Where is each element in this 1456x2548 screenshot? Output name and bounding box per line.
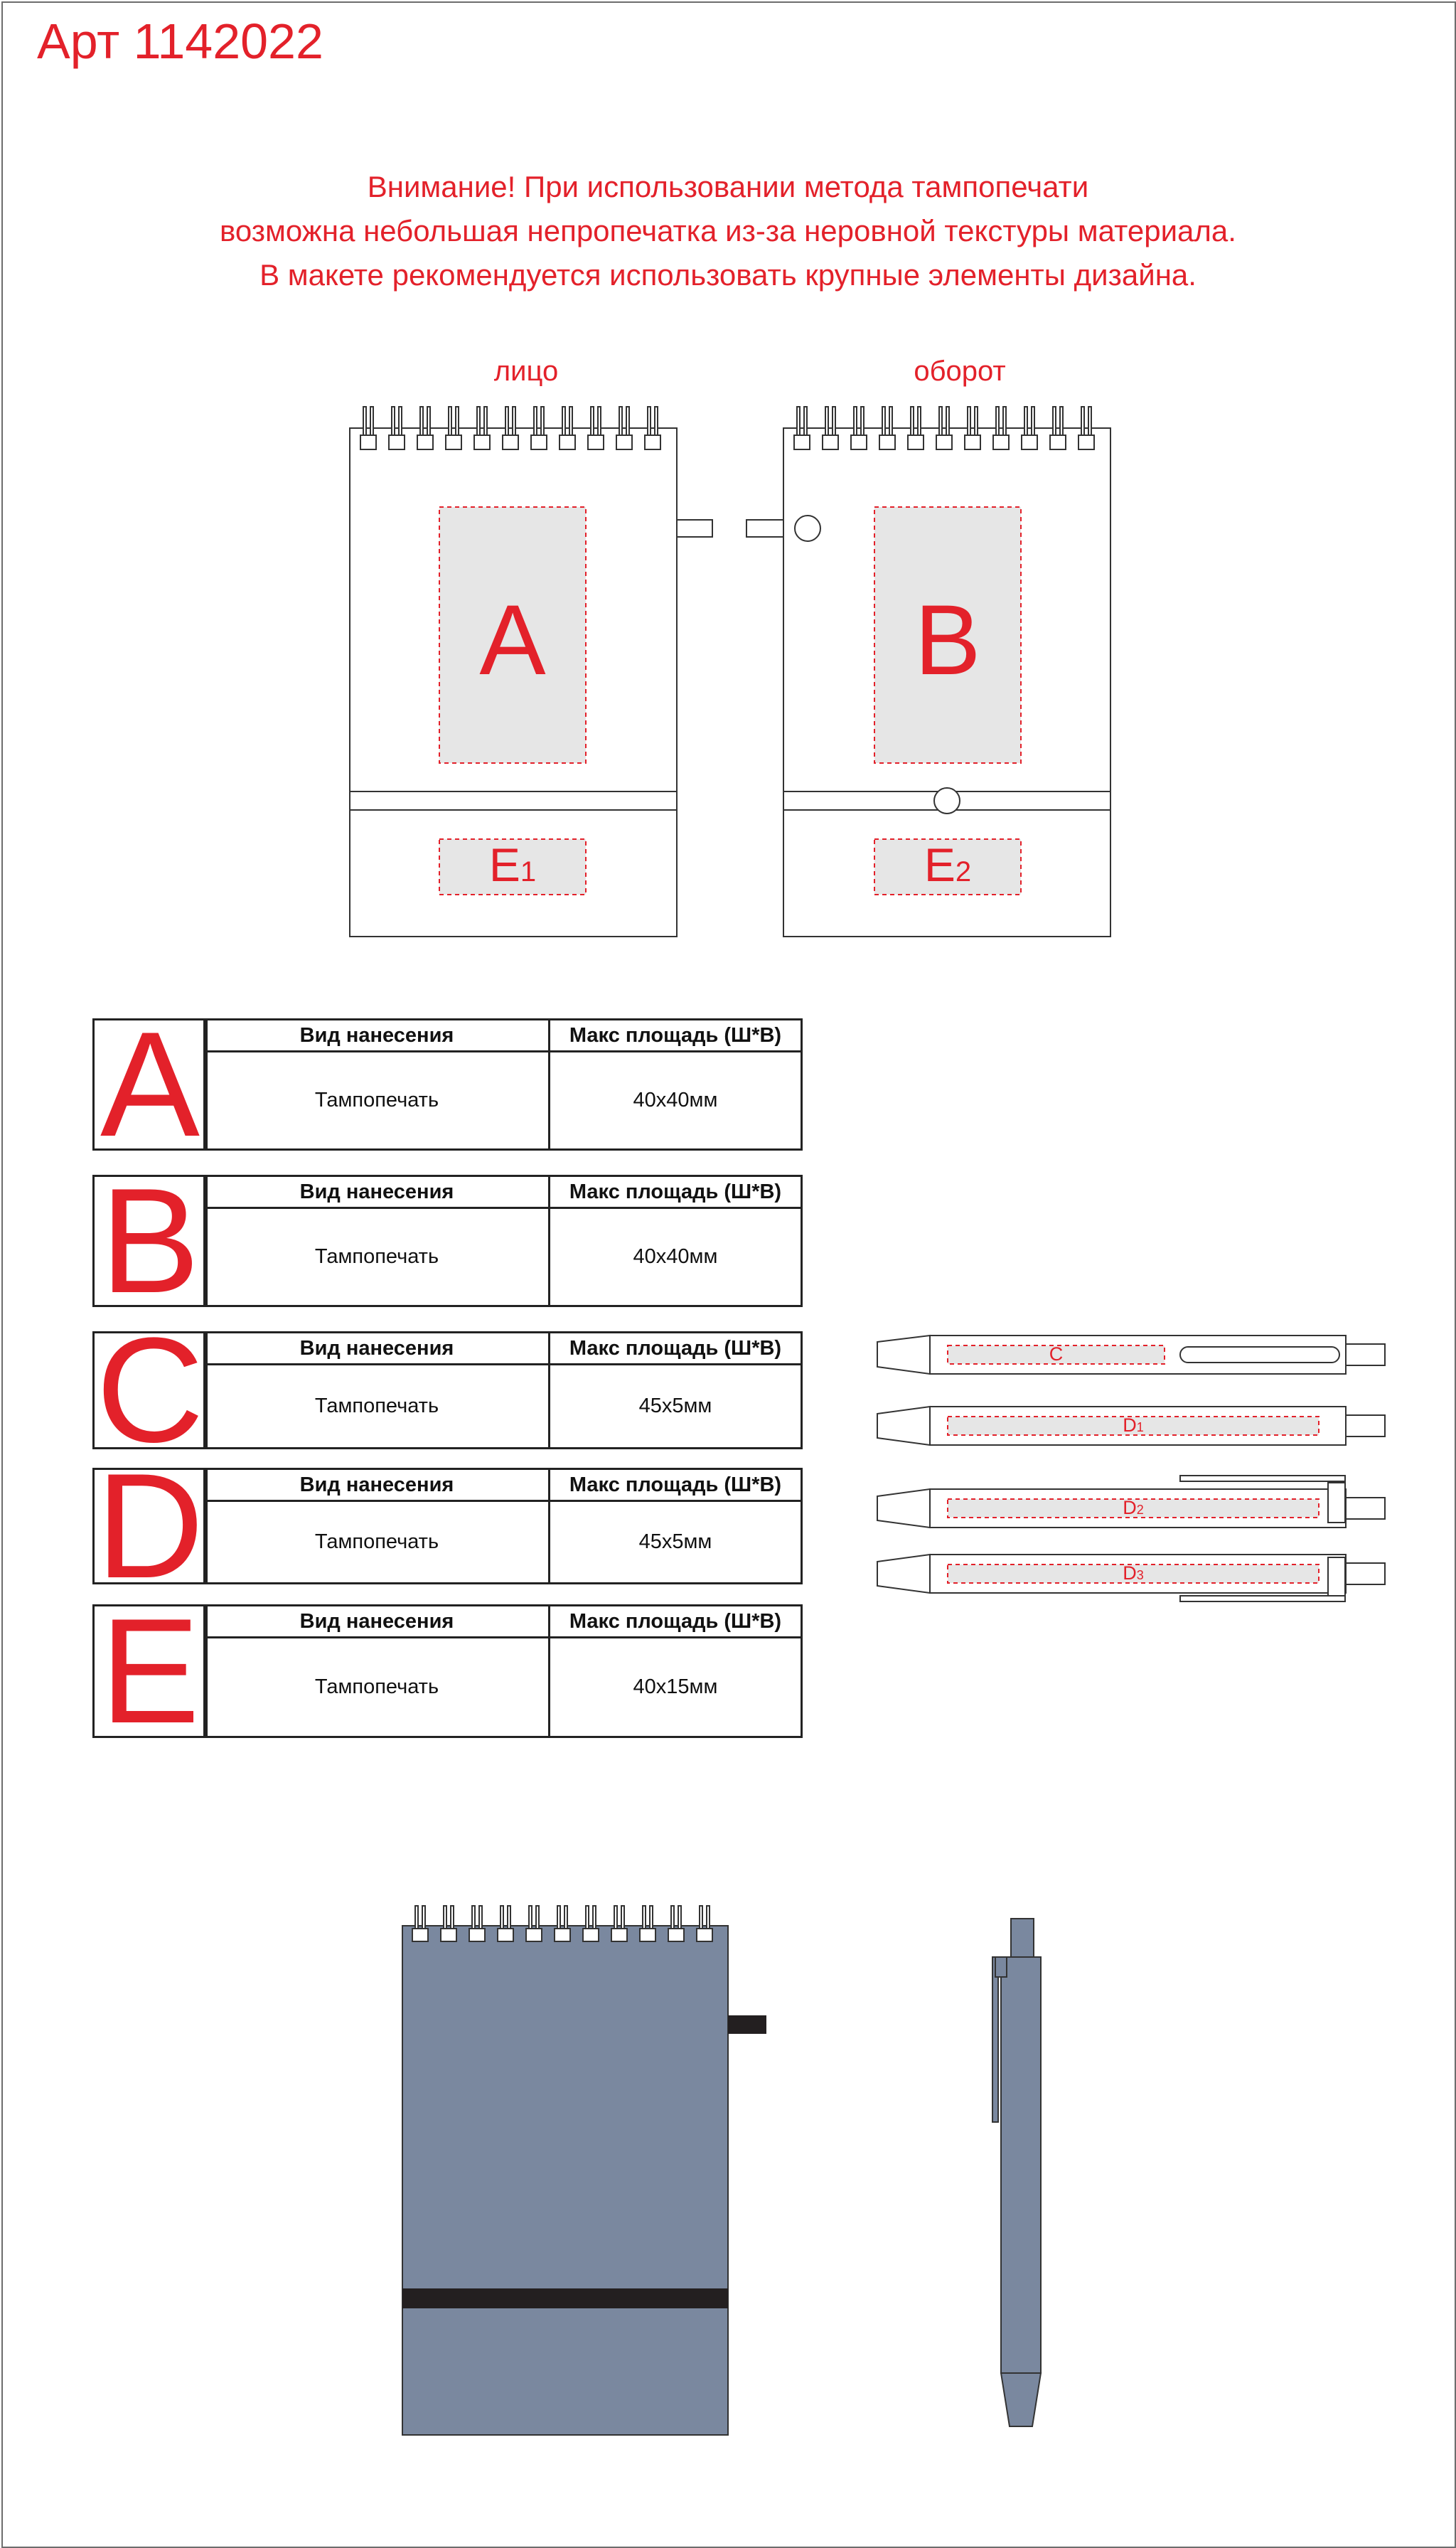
header-method: Вид нанесения [203,1604,550,1638]
zone-d3-label [948,1562,1319,1584]
area-value: 40х40мм [548,1207,803,1307]
table-e [92,1587,803,1754]
table-c [92,1306,803,1473]
area-value: 45х5мм [548,1500,803,1584]
zone-e1-subscript: 1 [520,856,537,887]
zone-d2-subscript: 2 [1136,1503,1144,1517]
zone-d1-label [948,1414,1319,1436]
zone-e2-label [874,838,1021,891]
table-letter: E [92,1604,208,1738]
method-value: Тампопечать [203,1207,550,1307]
zone-a-label: A [479,584,546,695]
zone-d3-subscript: 3 [1136,1568,1144,1582]
zone-b-label: B [914,584,981,695]
table-letter: C [92,1331,208,1449]
method-value: Тампопечать [203,1050,550,1151]
header-area: Макс площадь (Ш*В) [548,1175,803,1209]
warning-line-3: В макете рекомендуется использовать крупные элементы дизайна. [259,258,1197,292]
header-method: Вид нанесения [203,1468,550,1502]
area-value: 45х5мм [548,1363,803,1449]
table-letter: D [92,1468,208,1584]
table-d [92,1442,803,1609]
zone-d3-letter: D [1123,1562,1137,1584]
header-area: Макс площадь (Ш*В) [548,1331,803,1365]
zone-d2-letter: D [1123,1497,1137,1518]
table-letter: A [92,1018,208,1151]
zone-d2-label [948,1497,1319,1519]
table-b [92,1157,803,1324]
header-area: Макс площадь (Ш*В) [548,1018,803,1052]
zone-e2-letter: E [924,838,956,891]
table-a [92,1001,803,1168]
area-value: 40х15мм [548,1636,803,1738]
header-area: Макс площадь (Ш*В) [548,1604,803,1638]
header-area: Макс площадь (Ш*В) [548,1468,803,1502]
method-value: Тампопечать [203,1636,550,1738]
header-method: Вид нанесения [203,1018,550,1052]
method-value: Тампопечать [203,1500,550,1584]
warning-line-1: Внимание! При использовании метода тампопечати [367,170,1089,203]
front-view-label: лицо [493,356,559,387]
product-notebook [402,1906,766,2435]
header-method: Вид нанесения [203,1331,550,1365]
zone-e1-label [439,838,586,891]
back-view-label: оборот [914,356,1006,387]
product-pen [992,1919,1041,2426]
zone-d1-letter: D [1123,1414,1137,1436]
header-method: Вид нанесения [203,1175,550,1209]
zone-e1-letter: E [488,838,520,891]
table-letter: B [92,1175,208,1307]
article-number: Арт 1142022 [37,14,323,69]
zone-e2-subscript: 2 [955,856,972,887]
area-value: 40х40мм [548,1050,803,1151]
method-value: Тампопечать [203,1363,550,1449]
zone-d1-subscript: 1 [1136,1420,1144,1434]
zone-c-label: C [1049,1343,1064,1365]
warning-line-2: возможна небольшая непропечатка из-за неровной текстуры материала. [220,214,1236,247]
